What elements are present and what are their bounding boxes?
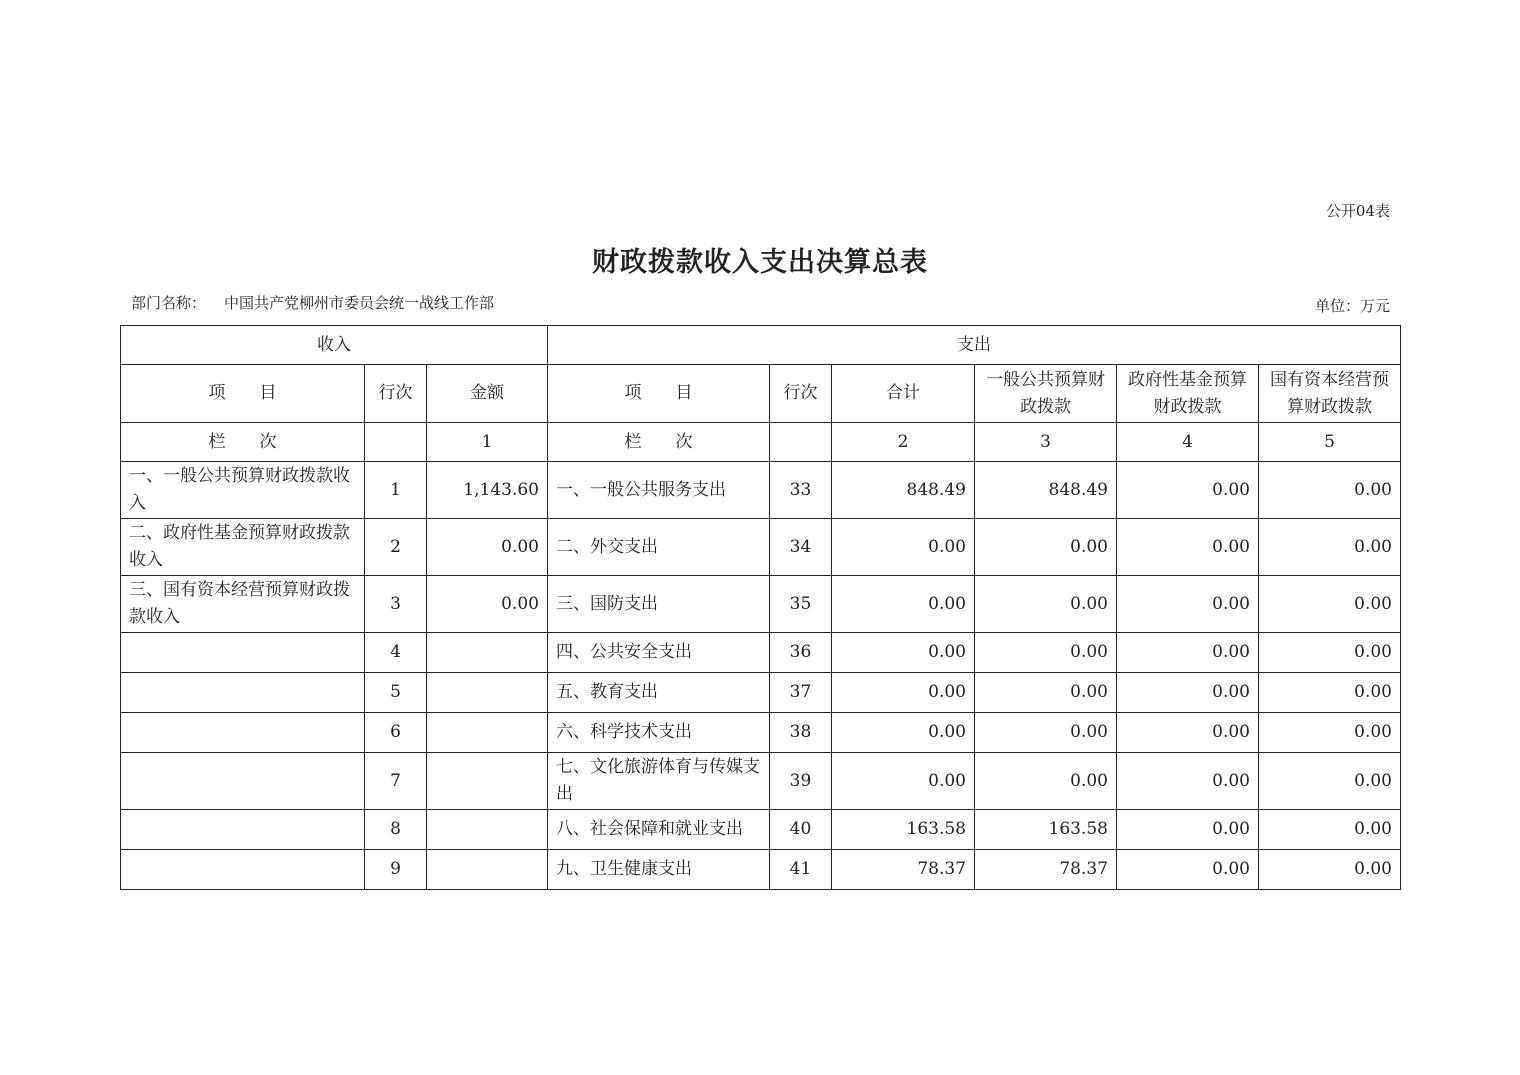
- budget-summary-table: [120, 325, 1401, 890]
- fund-index: 4: [1117, 423, 1259, 462]
- income-amount-cell: [427, 633, 548, 673]
- expense-item-cell: 五、教育支出: [548, 673, 770, 713]
- expense-row-number: 39: [770, 753, 832, 810]
- income-amount-cell: [427, 673, 548, 713]
- income-item-cell: 二、政府性基金预算财政拨款收入: [121, 519, 365, 576]
- total-cell: 0.00: [832, 753, 975, 810]
- expense-row-number: 38: [770, 713, 832, 753]
- expense-item-cell: 九、卫生健康支出: [548, 850, 770, 890]
- total-cell: 163.58: [832, 810, 975, 850]
- income-row-number: 3: [365, 576, 427, 633]
- general-budget-cell: 0.00: [975, 673, 1117, 713]
- income-amount-cell: [427, 810, 548, 850]
- total-cell: 848.49: [832, 462, 975, 519]
- income-row-number: 8: [365, 810, 427, 850]
- total-cell: 0.00: [832, 713, 975, 753]
- column-index-row: [121, 423, 1401, 462]
- income-item-cell: [121, 713, 365, 753]
- general-budget-cell: 163.58: [975, 810, 1117, 850]
- table-row: [121, 810, 1401, 850]
- expense-row-number: 37: [770, 673, 832, 713]
- page-title: 财政拨款收入支出决算总表: [592, 247, 928, 278]
- income-amount-cell: [427, 850, 548, 890]
- general-budget-cell: 0.00: [975, 713, 1117, 753]
- expense-lanci-label: 栏 次: [548, 423, 770, 462]
- general-budget-cell: 0.00: [975, 519, 1117, 576]
- income-group-header: 收入: [121, 326, 548, 365]
- state-index: 5: [1259, 423, 1401, 462]
- total-index: 2: [832, 423, 975, 462]
- expense-row-number: 35: [770, 576, 832, 633]
- income-row-number: 6: [365, 713, 427, 753]
- income-item-cell: 三、国有资本经营预算财政拨款收入: [121, 576, 365, 633]
- state-capital-header: 国有资本经营预算财政拨款: [1259, 365, 1401, 423]
- total-cell: 0.00: [832, 519, 975, 576]
- department-line: [131, 292, 494, 313]
- income-row-header: 行次: [365, 365, 427, 423]
- table-row: [121, 633, 1401, 673]
- state-capital-cell: 0.00: [1259, 576, 1401, 633]
- state-capital-cell: 0.00: [1259, 519, 1401, 576]
- general-budget-cell: 848.49: [975, 462, 1117, 519]
- total-cell: 0.00: [832, 633, 975, 673]
- income-row-number: 2: [365, 519, 427, 576]
- income-row-number: 1: [365, 462, 427, 519]
- gov-fund-cell: 0.00: [1117, 810, 1259, 850]
- expense-row-number: 36: [770, 633, 832, 673]
- income-lanci-label: 栏 次: [121, 423, 365, 462]
- column-header-row: [121, 365, 1401, 423]
- income-amount-cell: 0.00: [427, 576, 548, 633]
- gov-fund-cell: 0.00: [1117, 576, 1259, 633]
- income-amount-index: 1: [427, 423, 548, 462]
- expense-item-cell: 七、文化旅游体育与传媒支出: [548, 753, 770, 810]
- state-capital-cell: 0.00: [1259, 713, 1401, 753]
- income-amount-cell: 0.00: [427, 519, 548, 576]
- expense-item-cell: 一、一般公共服务支出: [548, 462, 770, 519]
- total-header: 合计: [832, 365, 975, 423]
- expense-group-header: 支出: [548, 326, 1401, 365]
- gov-fund-cell: 0.00: [1117, 633, 1259, 673]
- expense-item-cell: 六、科学技术支出: [548, 713, 770, 753]
- expense-row-header: 行次: [770, 365, 832, 423]
- income-amount-cell: [427, 713, 548, 753]
- gov-fund-cell: 0.00: [1117, 462, 1259, 519]
- total-cell: 78.37: [832, 850, 975, 890]
- state-capital-cell: 0.00: [1259, 673, 1401, 713]
- expense-item-cell: 八、社会保障和就业支出: [548, 810, 770, 850]
- table-row: [121, 753, 1401, 810]
- income-item-cell: [121, 633, 365, 673]
- table-row: [121, 673, 1401, 713]
- general-budget-cell: 78.37: [975, 850, 1117, 890]
- table-row: [121, 462, 1401, 519]
- table-row: [121, 850, 1401, 890]
- expense-item-cell: 三、国防支出: [548, 576, 770, 633]
- income-item-header: 项 目: [121, 365, 365, 423]
- state-capital-cell: 0.00: [1259, 753, 1401, 810]
- gov-fund-cell: 0.00: [1117, 673, 1259, 713]
- general-budget-cell: 0.00: [975, 633, 1117, 673]
- gov-fund-header: 政府性基金预算财政拨款: [1117, 365, 1259, 423]
- table-row: [121, 576, 1401, 633]
- state-capital-cell: 0.00: [1259, 850, 1401, 890]
- income-item-cell: [121, 673, 365, 713]
- state-capital-cell: 0.00: [1259, 633, 1401, 673]
- expense-row-number: 40: [770, 810, 832, 850]
- total-cell: 0.00: [832, 576, 975, 633]
- income-amount-cell: [427, 753, 548, 810]
- income-row-index: [365, 423, 427, 462]
- general-budget-header: 一般公共预算财政拨款: [975, 365, 1117, 423]
- income-amount-header: 金额: [427, 365, 548, 423]
- gov-fund-cell: 0.00: [1117, 519, 1259, 576]
- expense-item-header: 项 目: [548, 365, 770, 423]
- state-capital-cell: 0.00: [1259, 462, 1401, 519]
- total-cell: 0.00: [832, 673, 975, 713]
- expense-row-number: 41: [770, 850, 832, 890]
- income-item-cell: [121, 810, 365, 850]
- expense-item-cell: 四、公共安全支出: [548, 633, 770, 673]
- gov-fund-cell: 0.00: [1117, 850, 1259, 890]
- unit-label: 单位：万元: [1314, 297, 1390, 315]
- general-index: 3: [975, 423, 1117, 462]
- income-amount-cell: 1,143.60: [427, 462, 548, 519]
- income-item-cell: 一、一般公共预算财政拨款收入: [121, 462, 365, 519]
- table-row: [121, 519, 1401, 576]
- income-item-cell: [121, 753, 365, 810]
- general-budget-cell: 0.00: [975, 576, 1117, 633]
- expense-row-number: 33: [770, 462, 832, 519]
- table-row: [121, 713, 1401, 753]
- form-id: 公开04表: [1325, 202, 1390, 220]
- group-header-row: [121, 326, 1401, 365]
- state-capital-cell: 0.00: [1259, 810, 1401, 850]
- income-row-number: 7: [365, 753, 427, 810]
- income-row-number: 5: [365, 673, 427, 713]
- expense-item-cell: 二、外交支出: [548, 519, 770, 576]
- income-item-cell: [121, 850, 365, 890]
- expense-row-number: 34: [770, 519, 832, 576]
- gov-fund-cell: 0.00: [1117, 713, 1259, 753]
- expense-row-index: [770, 423, 832, 462]
- department-label: 部门名称：: [131, 294, 207, 312]
- general-budget-cell: 0.00: [975, 753, 1117, 810]
- income-row-number: 9: [365, 850, 427, 890]
- income-row-number: 4: [365, 633, 427, 673]
- department-name: 中国共产党柳州市委员会统一战线工作部: [224, 294, 495, 312]
- gov-fund-cell: 0.00: [1117, 753, 1259, 810]
